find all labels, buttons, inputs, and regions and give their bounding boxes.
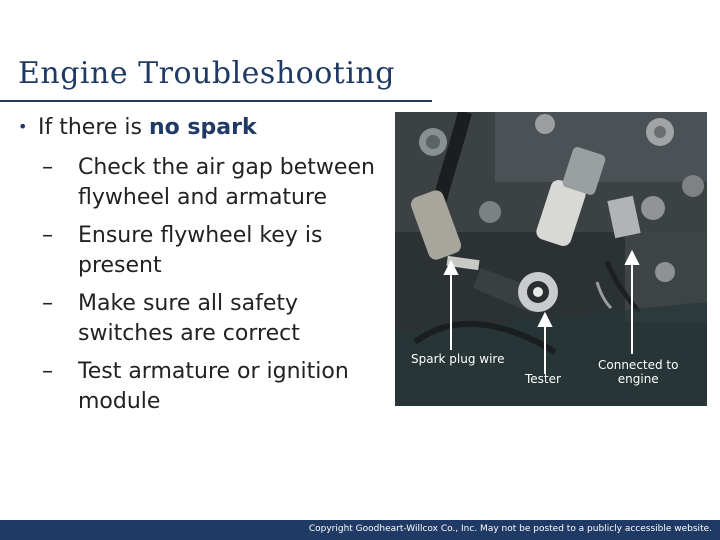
bullet-marker: •	[18, 117, 28, 136]
subbullet-list	[42, 153, 397, 425]
subbullet-item	[42, 289, 397, 349]
connected-label-line1: Connected to	[598, 358, 679, 372]
footer-bar	[0, 520, 720, 540]
tester-label: Tester	[525, 372, 561, 386]
subbullet-text: Check the air gap between flywheel and armature	[78, 155, 375, 210]
dash-marker: –	[42, 223, 53, 248]
dash-marker: –	[42, 359, 53, 384]
bullet-text: If there is	[38, 115, 149, 140]
slide-title: Engine Troubleshooting	[18, 56, 395, 91]
title-underline	[0, 100, 432, 102]
copyright-notice: Copyright Goodheart-Willcox Co., Inc. May not be posted to a publicly accessible website.	[308, 524, 712, 534]
subbullet-text: Test armature or ignition module	[78, 359, 349, 414]
subbullet-text: Make sure all safety switches are correct	[78, 291, 300, 346]
dash-marker: –	[42, 155, 53, 180]
connected-label-line2: engine	[617, 372, 659, 386]
connected-to-engine-label	[598, 358, 678, 386]
subbullet-item	[42, 357, 397, 417]
dash-marker: –	[42, 291, 53, 316]
bullet-emphasis: no spark	[149, 115, 257, 140]
subbullet-text: Ensure flywheel key is present	[78, 223, 323, 278]
spark-plug-wire-label: Spark plug wire	[411, 352, 505, 366]
main-bullet	[18, 115, 257, 140]
subbullet-item	[42, 153, 397, 213]
engine-photo	[395, 112, 707, 406]
subbullet-item	[42, 221, 397, 281]
